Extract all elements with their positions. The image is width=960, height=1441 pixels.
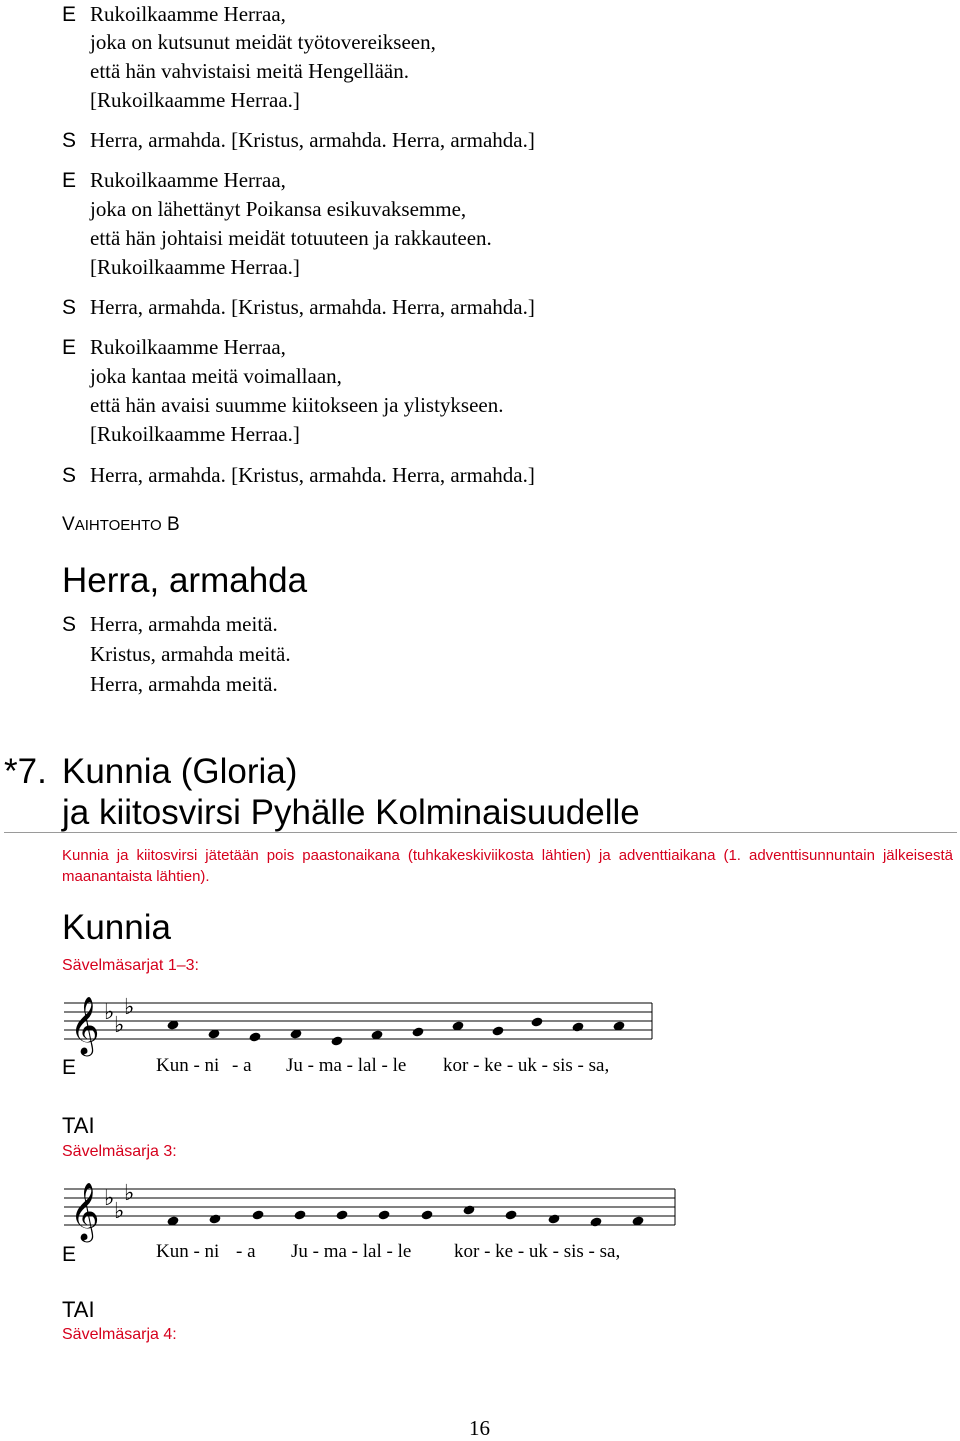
section-rule xyxy=(4,832,957,833)
speaker-marker: E xyxy=(62,3,77,26)
litany-line: [Rukoilkaamme Herraa.] xyxy=(90,88,300,112)
litany-line: että hän vahvistaisi meitä Hengellään. xyxy=(90,59,409,83)
melody-series-label: Sävelmäsarja 3: xyxy=(62,1143,177,1160)
section-title-line2: ja kiitosvirsi Pyhälle Kolminaisuudelle xyxy=(62,793,640,832)
lyric-syllables: Kun - ni xyxy=(156,1055,220,1076)
flat-icon: ♭ xyxy=(114,1199,125,1224)
section-title: Kunnia (Gloria) xyxy=(62,752,298,791)
treble-clef-icon: 𝄞 xyxy=(70,1182,100,1240)
alternative-label xyxy=(62,514,180,536)
alternative-label-letter: B xyxy=(166,514,180,535)
speaker-marker: E xyxy=(62,1056,77,1079)
notes-2 xyxy=(166,1204,644,1227)
lyric-syllables: - a xyxy=(236,1241,256,1262)
flat-icon: ♭ xyxy=(104,1186,115,1211)
alternative-label-rest: AIHTOEHTO xyxy=(74,517,162,534)
lyric-syllables: Kun - ni xyxy=(156,1241,220,1262)
alternative-marker: TAI xyxy=(62,1297,95,1322)
alternative-heading: Herra, armahda xyxy=(62,561,308,600)
flat-icon: ♭ xyxy=(104,1000,115,1025)
litany-line: Rukoilkaamme Herraa, xyxy=(90,335,286,359)
staff-lines-2 xyxy=(64,1189,675,1225)
section-number: *7. xyxy=(4,752,47,791)
response-line: Herra, armahda. [Kristus, armahda. Herra, armahda.] xyxy=(90,128,535,152)
litany-line: joka on lähettänyt Poikansa esikuvaksemme, xyxy=(90,197,467,221)
alternative-marker: TAI xyxy=(62,1113,95,1138)
litany-line: Rukoilkaamme Herraa, xyxy=(90,168,286,192)
lyric-syllables: Ju - ma - lal - le xyxy=(286,1055,407,1076)
alternative-label-cap: V xyxy=(62,514,75,535)
response-line: Herra, armahda meitä. xyxy=(90,612,278,636)
lyric-syllables: Ju - ma - lal - le xyxy=(291,1241,412,1262)
kunnia-heading: Kunnia xyxy=(62,908,171,947)
litany-line: [Rukoilkaamme Herraa.] xyxy=(90,422,300,446)
speaker-marker: E xyxy=(62,169,77,192)
flat-icon: ♭ xyxy=(114,1013,125,1038)
notes-1 xyxy=(166,1016,625,1046)
litany-line: joka kantaa meitä voimallaan, xyxy=(90,364,342,388)
speaker-marker: S xyxy=(62,296,77,319)
speaker-marker: S xyxy=(62,464,77,487)
speaker-marker: E xyxy=(62,336,77,359)
melody-series-label: Sävelmäsarjat 1–3: xyxy=(62,957,199,974)
treble-clef-icon: 𝄞 xyxy=(70,996,100,1054)
melody-series-label: Sävelmäsarja 4: xyxy=(62,1326,177,1343)
litany-line: Rukoilkaamme Herraa, xyxy=(90,2,286,26)
response-line: Herra, armahda meitä. xyxy=(90,672,278,696)
litany-line: että hän johtaisi meidät totuuteen ja rakkauteen. xyxy=(90,226,492,250)
response-line: Kristus, armahda meitä. xyxy=(90,642,291,666)
response-line: Herra, armahda. [Kristus, armahda. Herra, armahda.] xyxy=(90,463,535,487)
speaker-marker: S xyxy=(62,129,77,152)
lyric-syllables: - a xyxy=(232,1055,252,1076)
litany-line: että hän avaisi suumme kiitokseen ja ylistykseen. xyxy=(90,393,504,417)
page-number: 16 xyxy=(469,1416,490,1440)
lyric-syllables: kor - ke - uk - sis - sa, xyxy=(443,1055,610,1076)
response-line: Herra, armahda. [Kristus, armahda. Herra, armahda.] xyxy=(90,295,535,319)
lyric-syllables: kor - ke - uk - sis - sa, xyxy=(454,1241,621,1262)
rubric-note: Kunnia ja kiitosvirsi jätetään pois paastonaikana (tuhkakeskiviikosta lähtien) ja adventtiaikana (1. adventtisunnuntain jälkeisestä maanantaista lähtien). xyxy=(62,847,953,885)
flat-icon: ♭ xyxy=(124,1181,135,1206)
litany-line: [Rukoilkaamme Herraa.] xyxy=(90,255,300,279)
flat-icon: ♭ xyxy=(124,995,135,1020)
litany-line: joka on kutsunut meidät työtovereikseen, xyxy=(90,30,436,54)
speaker-marker: S xyxy=(62,613,77,636)
staff-lines-1 xyxy=(64,1003,652,1039)
speaker-marker: E xyxy=(62,1243,77,1266)
